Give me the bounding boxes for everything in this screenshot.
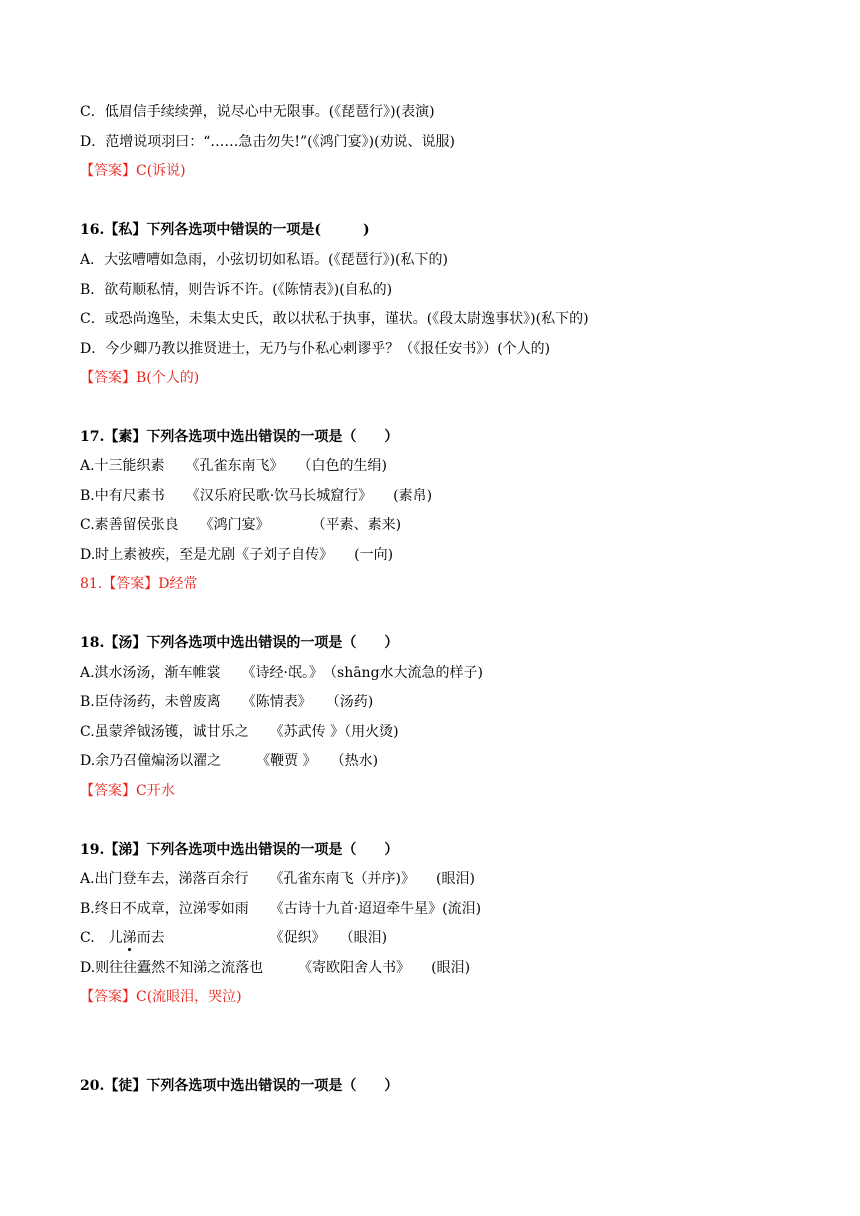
q18-option-a: A.淇水汤汤，渐车帷裳 《诗经·氓。》 （shāng水大流急的样子) [80,665,483,681]
question-18-title: 18.【汤】下列各选项中选出错误的一项是（ ） [80,635,399,651]
question-16-title: 16.【私】下列各选项中错误的一项是( ) [80,222,370,238]
q17-option-c: C.素善留侯张良 《鸿门宴》 （平素、素来) [80,517,402,533]
q19-option-d: D.则往往蠹然不知涕之流落也 《寄欧阳舍人书》 (眼泪) [80,960,471,976]
q17-option-b: B.中有尺素书 《汉乐府民歌·饮马长城窟行》 (素帛) [80,488,433,504]
option-d: D．范增说项羽曰：“……急击勿失!”(《鸿门宴》)(劝说、说服) [80,134,456,150]
q19-answer: 【答案】C(流眼泪，哭泣) [80,989,242,1005]
q17-answer: 81.【答案】D经常 [80,576,198,592]
q17-option-a: A.十三能织素 《孔雀东南飞》 （白色的生绢) [80,458,388,474]
q19-option-c-prefix: C. 儿 [80,930,123,946]
q16-option-a: A．大弦嘈嘈如急雨，小弦切切如私语。(《琵琶行》)(私下的) [80,252,448,268]
question-20-title: 20.【徒】下列各选项中选出错误的一项是（ ） [80,1078,399,1094]
q18-option-d: D.余乃召僮煸汤以濯之 《鞭贾 》 （热水) [80,753,379,769]
q16-option-b: B．欲苟顺私情，则告诉不许。(《陈情表》)(自私的) [80,282,393,298]
q17-option-d: D.时上素被疾，至是尤剧《子刘子自传》 (一向) [80,547,394,563]
q18-option-c: C.虽蒙斧钺汤镬，诚甘乐之 《苏武传 》（用火烫) [80,724,399,740]
q19-option-c [80,929,387,947]
emphasis-dot-char: 涕 [122,930,137,946]
q19-option-b: B.终日不成章，泣涕零如雨 《古诗十九首·迢迢牵牛星》(流泪) [80,901,482,917]
q16-option-d: D．今少卿乃教以推贤进士，无乃与仆私心剌谬乎？（《报任安书》）(个人的) [80,341,551,357]
answer-line: 【答案】C(诉说) [80,163,186,179]
q18-option-b: B.臣侍汤药，未曾废离 《陈情表》 （汤药) [80,694,374,710]
question-17-title: 17.【素】下列各选项中选出错误的一项是（ ） [80,429,399,445]
q18-answer: 【答案】C开水 [80,783,175,799]
q16-answer: 【答案】B(个人的) [80,370,200,386]
q19-option-a: A.出门登车去，涕落百余行 《孔雀东南飞（并序)》 (眼泪) [80,871,475,887]
option-c: C．低眉信手续续弹，说尽心中无限事。(《琵琶行》)(表演) [80,104,435,120]
question-19-title: 19.【涕】下列各选项中选出错误的一项是（ ） [80,842,399,858]
q16-option-c: C．或恐尚逸坠，未集太史氏，敢以状私于执事，谨状。(《段太尉逸事状》)(私下的) [80,311,589,327]
q19-option-c-rest: 而去 《促织》 （眼泪) [136,930,388,946]
